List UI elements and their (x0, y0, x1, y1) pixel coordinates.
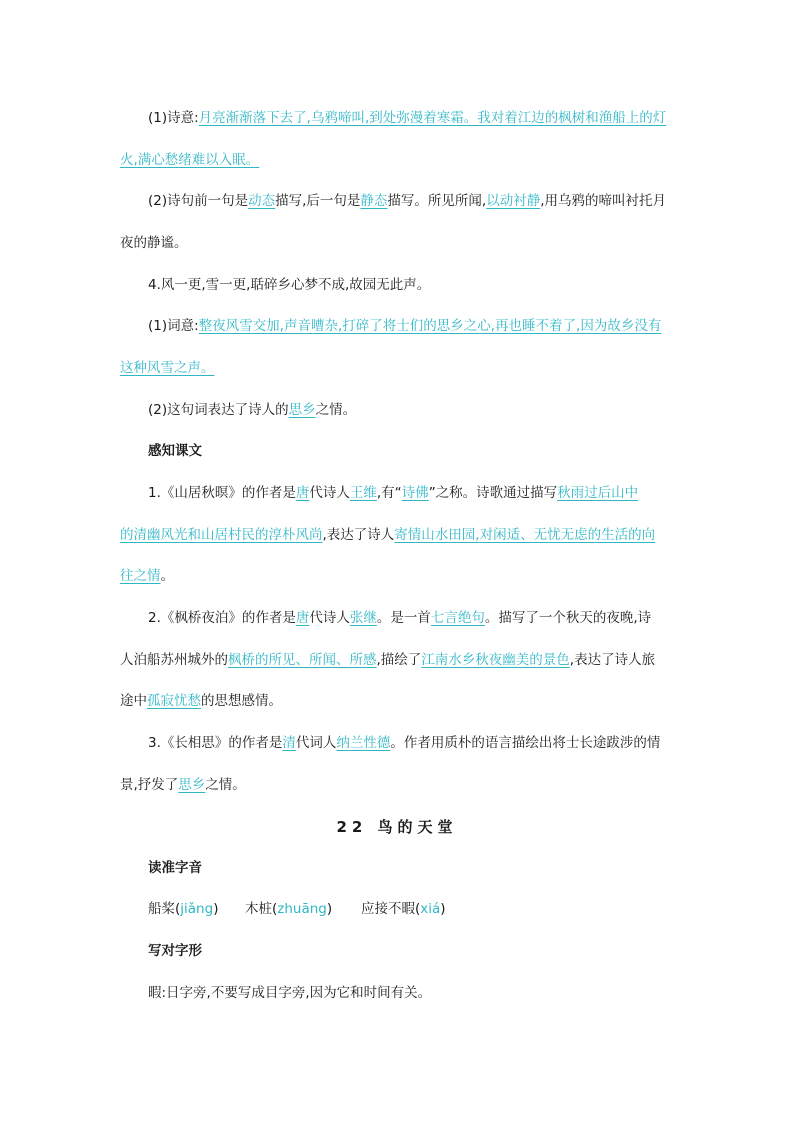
answer: 思乡 (178, 777, 206, 793)
text: ,表达了诗人 (322, 527, 395, 543)
paren: ) (326, 901, 333, 917)
text: 4.风一更,雪一更,聒碎乡心梦不成,故园无此声。 (148, 277, 431, 293)
word: 应接不暇( (361, 901, 421, 917)
answer: 以动衬静 (486, 193, 541, 209)
question-1-line-3 (120, 566, 676, 586)
answer: 诗佛 (401, 485, 429, 501)
pinyin: zhuāng (277, 901, 327, 917)
answer: 思乡 (288, 402, 316, 418)
text: 夜的静谧。 (120, 235, 188, 251)
answer: 七言绝句 (430, 610, 485, 626)
text: ,有“ (376, 485, 402, 501)
text: (2)这句词表达了诗人的 (148, 402, 289, 418)
question-2-line-2 (120, 650, 676, 670)
answer: 江南水乡秋夜幽美的景色 (421, 652, 570, 668)
question-2-line-3 (120, 691, 676, 711)
text: 。作者用质朴的语言描绘出将士长途跋涉的情 (390, 735, 661, 751)
text: ”之称。诗歌通过描写 (428, 485, 558, 501)
text: 之情。 (205, 777, 246, 793)
text: 的思想感情。 (201, 693, 282, 709)
text: 代诗人 (309, 485, 350, 501)
text: 1.《山居秋暝》的作者是 (148, 485, 296, 501)
paren: ) (213, 901, 219, 917)
text: 途中 (120, 693, 147, 709)
section-heading: 读准字音 (148, 860, 202, 876)
section-heading: 感知课文 (148, 443, 202, 459)
text: ,用乌鸦的啼叫衬托月 (540, 193, 667, 209)
lesson-title: 22 鸟的天堂 (336, 818, 458, 836)
answer: 王维 (349, 485, 377, 501)
label: (1)诗意: (148, 110, 199, 126)
poem-meaning-line-1 (148, 108, 704, 128)
answer: 月亮渐渐落下去了,乌鸦啼叫,到处弥漫着寒霜。我对着江边的枫树和渔船上的灯 (198, 110, 667, 126)
answer: 孤寂忧愁 (147, 693, 201, 709)
text: 之情。 (315, 402, 357, 418)
answer: 整夜风雪交加,声音嘈杂,打碎了将士们的思乡之心,再也睡不着了,因为故乡没有 (198, 318, 662, 334)
label: (1)词意: (148, 318, 199, 334)
answer: 张继 (349, 610, 377, 626)
text: 代诗人 (309, 610, 350, 626)
pronunciation-item (361, 901, 446, 917)
word: 木桩( (245, 901, 278, 917)
verse-line (148, 275, 704, 295)
ci-feeling-line (148, 400, 704, 420)
answer: 动态 (248, 193, 276, 209)
text: 描写。所见所闻, (387, 193, 487, 209)
pronunciation-row (148, 899, 704, 919)
pronunciation-item (148, 899, 245, 919)
poem-meaning-line-2 (120, 150, 676, 170)
question-3-line-1 (148, 733, 704, 753)
answer: 的清幽风光和山居村民的淳朴风尚 (120, 527, 323, 543)
poem-analysis-line-2 (120, 233, 676, 253)
section-heading: 写对字形 (148, 943, 202, 959)
character-note: 暇:日字旁,不要写成目字旁,因为它和时间有关。 (148, 985, 432, 1001)
answer: 往之情 (120, 568, 161, 584)
pinyin: xiá (420, 901, 441, 917)
answer: 寄情山水田园,对闲适、无忧无虑的生活的向 (394, 527, 656, 543)
paren: ) (440, 901, 446, 917)
answer: 清 (282, 735, 296, 751)
word: 船桨( (148, 901, 181, 917)
answer: 这种风雪之声。 (120, 360, 215, 376)
answer: 枫桥的所见、所闻、所感 (228, 652, 377, 668)
question-3-line-2 (120, 775, 676, 795)
text: 代词人 (295, 735, 337, 751)
text: 。描写了一个秋天的夜晚,诗 (484, 610, 652, 626)
answer: 静态 (360, 193, 388, 209)
poem-analysis-line-1 (148, 191, 704, 211)
question-2-line-1 (148, 608, 704, 628)
text: 。是一首 (376, 610, 431, 626)
question-1-line-1 (148, 483, 704, 503)
text: (2)诗句前一句是 (148, 193, 249, 209)
question-1-line-2 (120, 525, 676, 545)
pronunciation-item (245, 899, 361, 919)
ci-meaning-line-2 (120, 358, 676, 378)
pinyin: jiǎng (180, 901, 214, 917)
text: 人泊船苏州城外的 (120, 652, 228, 668)
text: 2.《枫桥夜泊》的作者是 (148, 610, 296, 626)
text: ,表达了诗人旅 (569, 652, 656, 668)
text: ,描绘了 (376, 652, 422, 668)
answer: 唐 (295, 485, 310, 501)
answer: 唐 (295, 610, 310, 626)
text: 。 (160, 568, 174, 584)
text: 景,抒发了 (120, 777, 179, 793)
ci-meaning-line-1 (148, 316, 704, 336)
text: 3.《长相思》的作者是 (148, 735, 283, 751)
answer: 秋雨过后山中 (557, 485, 639, 501)
answer: 纳兰性德 (336, 735, 391, 751)
answer: 火,满心愁绪难以入眠。 (120, 152, 260, 168)
text: 描写,后一句是 (275, 193, 361, 209)
